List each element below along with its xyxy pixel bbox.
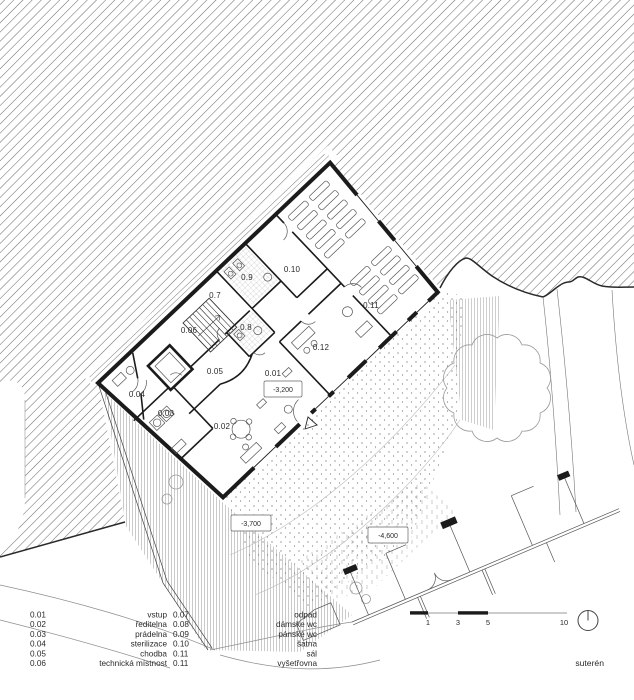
- room-label: 0.12: [312, 343, 330, 352]
- legend-name: pánské wc: [278, 629, 317, 639]
- room-label: 0.05: [206, 367, 224, 376]
- legend-name: technická místnost: [99, 659, 167, 668]
- legend-name: ředitelna: [135, 620, 167, 630]
- elevation-value: -4,600: [378, 533, 398, 540]
- room-label: 0.06: [180, 326, 198, 335]
- legend-name: prádelna: [135, 629, 167, 639]
- room-label: 0.03: [157, 409, 175, 418]
- room-label: 0.01: [264, 369, 282, 378]
- room-label: 0.8: [240, 323, 252, 332]
- legend-number: 0.08: [173, 620, 189, 630]
- legend-number: 0.10: [173, 639, 189, 649]
- scale-tick-label: 3: [455, 618, 461, 627]
- room-label: 0.7: [209, 291, 221, 300]
- sheet-label: suterén: [575, 658, 604, 668]
- scale-tick-label: 1: [425, 618, 431, 627]
- elevation-value: -3,700: [241, 521, 261, 528]
- legend-number: 0.11: [173, 659, 189, 668]
- legend-number: 0.09: [173, 629, 189, 639]
- scale-tick-label: 5: [485, 618, 491, 627]
- legend-number: 0.06: [30, 659, 46, 668]
- legend-number: 0.05: [30, 649, 46, 659]
- elevation-value: -3,200: [273, 387, 293, 394]
- legend-name: vstup: [147, 610, 167, 620]
- legend-number: 0.11: [173, 649, 189, 659]
- legend-name: dámske wc: [276, 620, 317, 630]
- legend-number: 0.04: [30, 639, 46, 649]
- legend-number: 0.07: [173, 610, 189, 620]
- legend-name: sál: [306, 649, 317, 659]
- legend-number: 0.03: [30, 629, 46, 639]
- legend-name: šatna: [296, 639, 317, 649]
- room-label: 0.10: [283, 265, 301, 274]
- room-label: 0.11: [363, 301, 379, 310]
- room-label: 0.9: [241, 273, 253, 282]
- legend-name: odpad: [294, 610, 317, 620]
- scale-tick-label: 10: [559, 618, 569, 627]
- legend-number: 0.01: [30, 610, 46, 620]
- legend-name: chodba: [140, 649, 167, 659]
- room-label: 0.04: [128, 390, 146, 399]
- legend-name: vyšetřovna: [277, 659, 317, 668]
- legend-name: sterilizace: [130, 639, 167, 649]
- legend-number: 0.02: [30, 620, 46, 630]
- room-label: 0.02: [213, 422, 231, 431]
